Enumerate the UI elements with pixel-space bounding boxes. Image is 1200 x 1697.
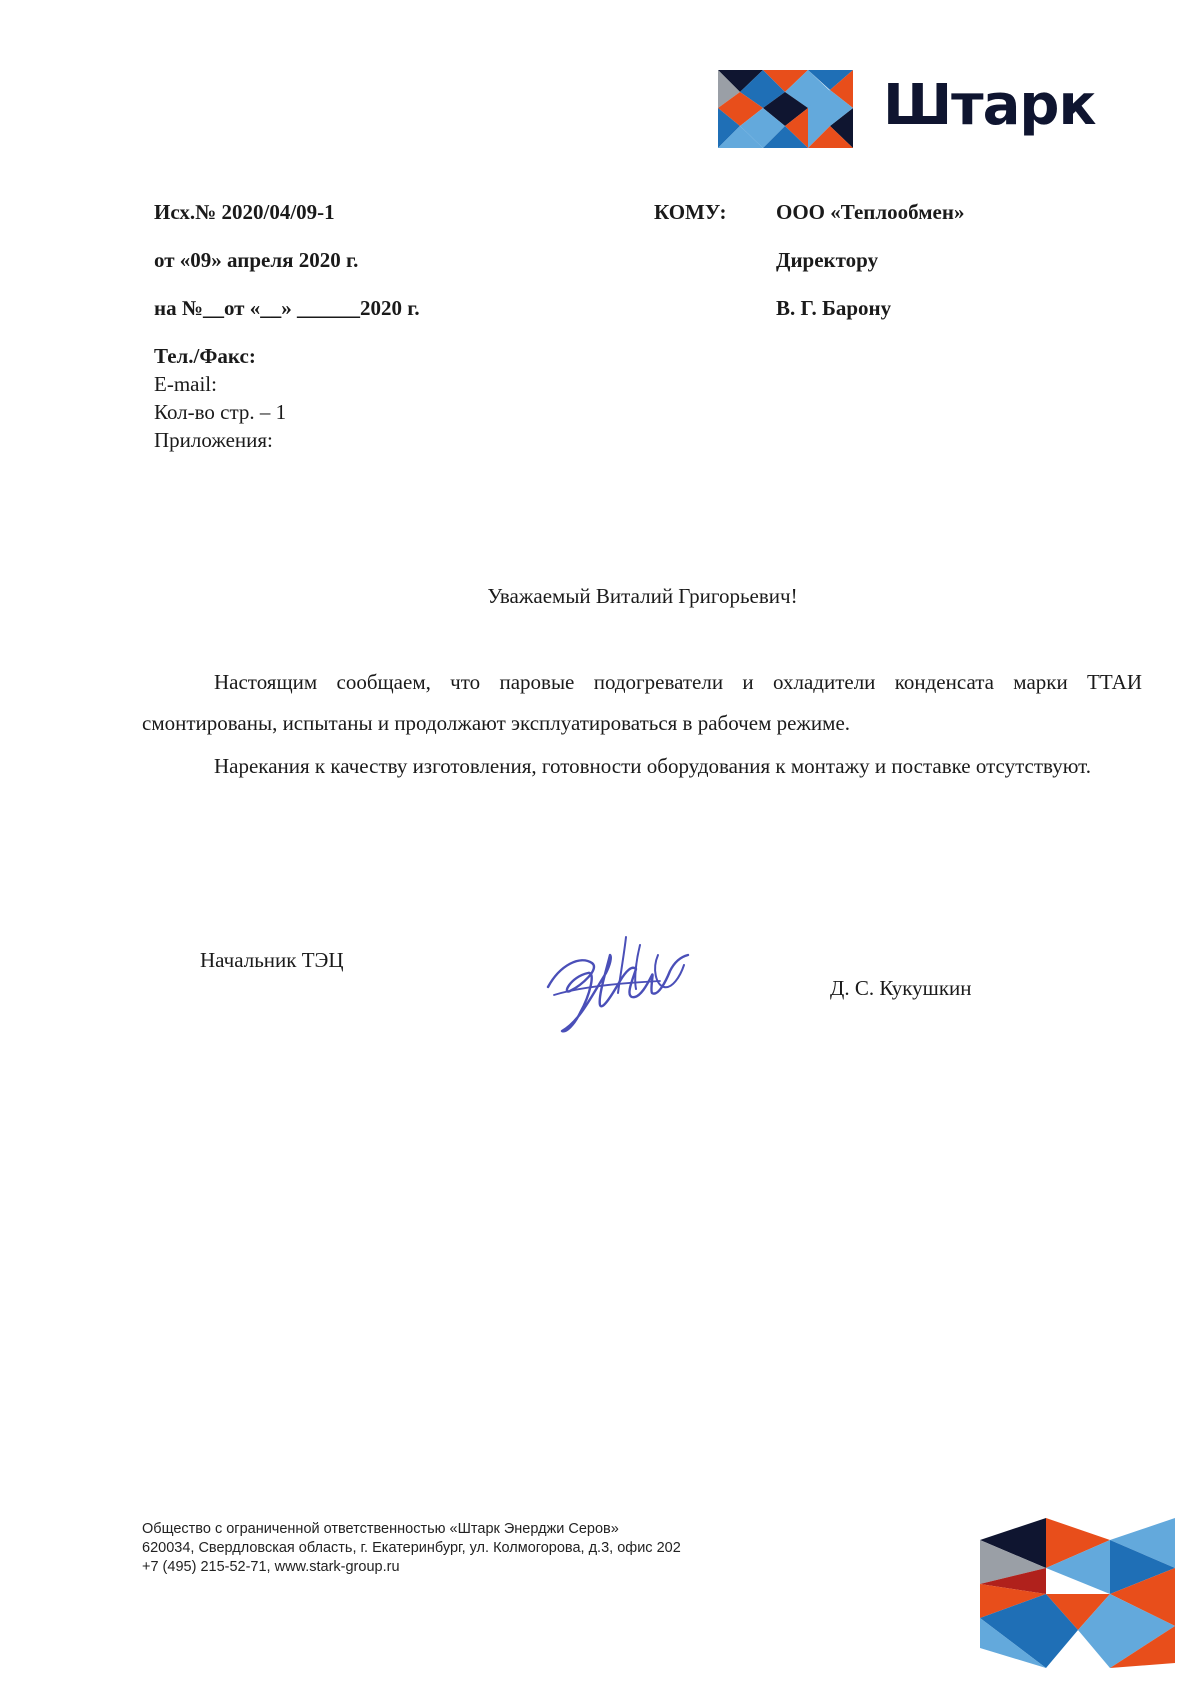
footer-contacts: +7 (495) 215-52-71, www.stark-group.ru	[142, 1559, 400, 1575]
footer	[142, 1520, 681, 1577]
attachments-label: Приложения:	[154, 428, 273, 452]
logo-mark-icon	[980, 1518, 1175, 1668]
footer-address: 620034, Свердловская область, г. Екатеринбург, ул. Колмогорова, д.3, офис 202	[142, 1540, 681, 1556]
recipient-organization: ООО «Теплообмен»	[776, 200, 965, 224]
signatory-name: Д. С. Кукушкин	[830, 976, 972, 1000]
recipient-position: Директору	[776, 248, 879, 272]
phone-fax-label: Тел./Факс:	[154, 344, 256, 368]
company-logo	[718, 60, 1118, 160]
recipient-label: КОМУ:	[654, 200, 727, 224]
reference-number: на №__от «__» ______2020 г.	[154, 296, 420, 320]
letter-date: от «09» апреля 2020 г.	[154, 248, 359, 272]
body-paragraph-1: Настоящим сообщаем, что паровые подогреватели и охладители конденсата марки ТТАИ смонтированы, испытаны и продолжают эксплуатироваться в рабочем режиме.	[142, 670, 1142, 735]
greeting: Уважаемый Виталий Григорьевич!	[487, 584, 798, 608]
email-label: E-mail:	[154, 372, 217, 396]
handwritten-signature	[540, 925, 700, 1045]
body-paragraph-2: Нарекания к качеству изготовления, готовности оборудования к монтажу и поставке отсутствуют.	[214, 754, 1091, 778]
outgoing-number: Исх.№ 2020/04/09-1	[154, 200, 335, 224]
footer-company: Общество с ограниченной ответственностью «Штарк Энерджи Серов»	[142, 1521, 619, 1537]
recipient-name: В. Г. Барону	[776, 296, 892, 320]
signatory-role: Начальник ТЭЦ	[200, 948, 344, 972]
footer-logo-mark	[980, 1518, 1175, 1668]
brand-wordmark: Штарк	[883, 73, 1096, 138]
pages-count: Кол-во стр. – 1	[154, 400, 287, 424]
